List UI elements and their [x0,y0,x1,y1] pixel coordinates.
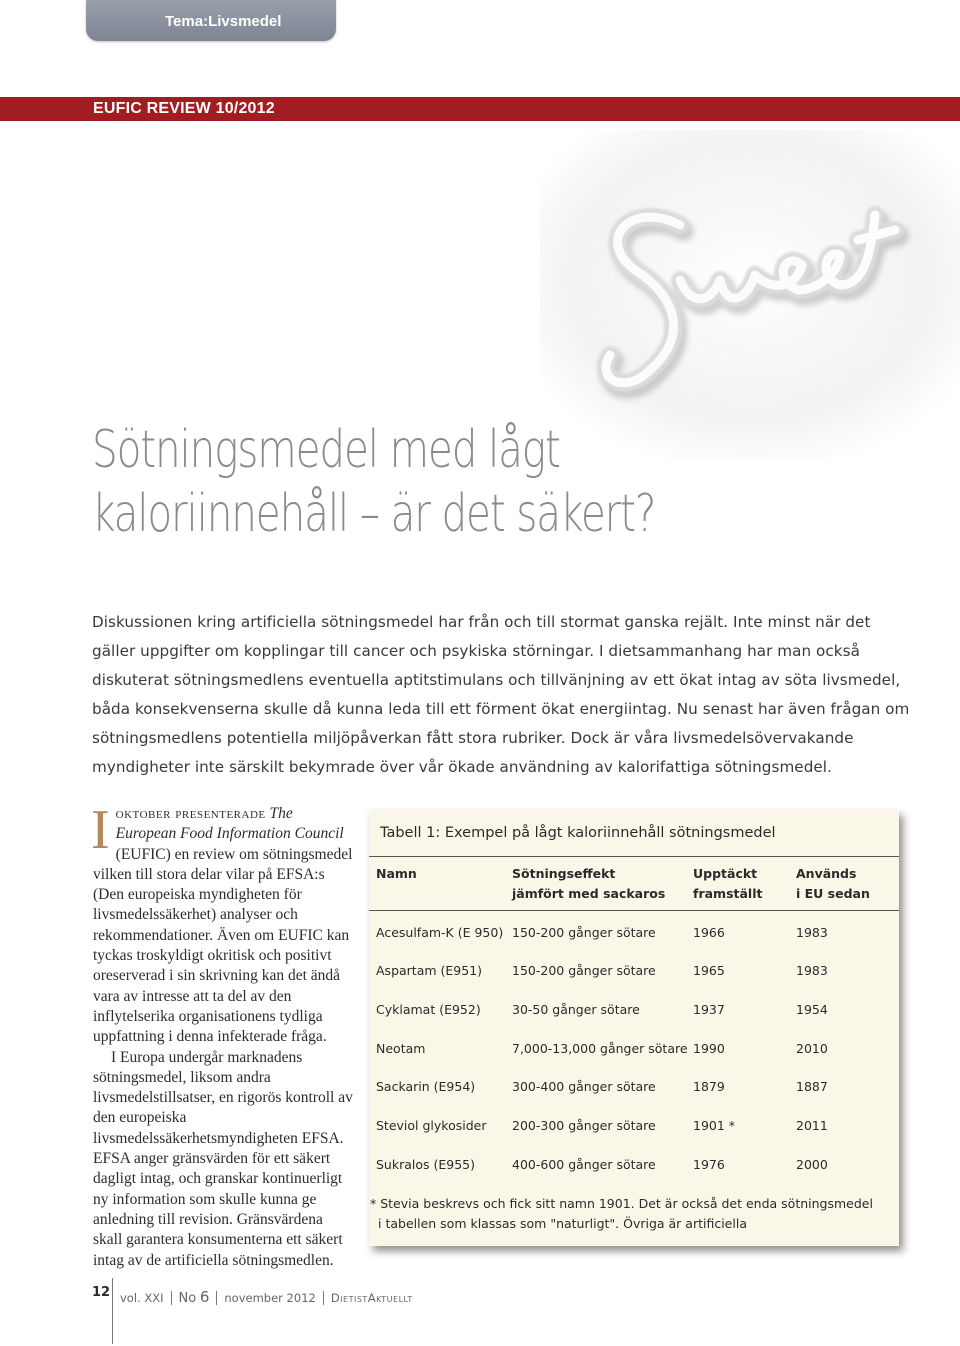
header-name-label: Namn [376,866,417,881]
sugar-sweet-image [540,130,960,460]
section-tag: Tema:Livsmedel [165,13,282,30]
cell-discovered: 1937 [693,1002,725,1017]
cell-used: 2010 [796,1041,828,1056]
cell-effect: 7,000-13,000 gånger sötare [512,1041,688,1056]
body-column [91,799,355,1271]
cell-discovered: 1990 [693,1041,725,1056]
cell-used: 1887 [796,1079,828,1094]
lead-in-smallcaps: oktober presenterade [115,805,266,822]
footer-sep [216,1291,217,1305]
headline-line-1: Sötningsmedel med lågt [92,420,560,480]
cell-discovered: 1879 [693,1079,725,1094]
page-number: 12 [92,1285,111,1300]
footer-publication: DietistAktuellt [330,1291,413,1305]
header-used-sublabel: i EU sedan [796,886,870,901]
cell-effect: 30-50 gånger sötare [512,1002,640,1017]
table-header-discovered [693,864,762,904]
headline [92,418,685,546]
cell-discovered: 1966 [693,925,725,940]
table-title: Tabell 1: Exempel på lågt kaloriinnehåll sötningsmedel [380,825,776,841]
banner-title: EUFIC REVIEW 10/2012 [93,100,275,117]
body-paragraph-2: I Europa undergår marknadens sötningsmedel, liksom andra livsmedelstillsatser, en rigorös kontroll av den europeiska livsmedelssäkerhetsmyndigheten EFSA. EFSA anger gränsvärden för ett säkert dagligt intag, och granskar kontinuerligt ny information som skulle kunna ge anledning till revision. Gränsvärdena skall garantera konsumenterna ett säkert intag av de artificiella sötningsmedlen. [93,1048,353,1269]
table-header-used [796,864,870,904]
header-discovered-label: Upptäckt [693,866,758,881]
table-header-effect [512,864,665,904]
header-discovered-sublabel: framställt [693,886,763,901]
cell-name: Sukralos (E955) [376,1157,476,1172]
cell-name: Neotam [376,1041,426,1056]
cell-name: Aspartam (E951) [376,963,483,978]
footer-divider [112,1278,113,1344]
footer-info [120,1288,413,1306]
organization-name: The European Food Information Council [115,805,344,843]
footer-date: november 2012 [224,1291,316,1305]
footer-sep [323,1291,324,1305]
cell-name: Sackarin (E954) [376,1079,476,1094]
table-header-rule [369,910,899,911]
cell-discovered: 1976 [693,1157,725,1172]
table-top-rule [369,856,899,857]
cell-name: Cyklamat (E952) [376,1002,481,1017]
cell-effect: 300-400 gånger sötare [512,1079,656,1094]
cell-discovered: 1901 * [693,1118,736,1133]
footer-volume: vol. XXI [120,1291,164,1305]
lede-paragraph: Diskussionen kring artificiella sötningsmedel har från och till stormat ganska rejält. Inte minst när det gäller uppgifter om kopplingar till cancer och psykiska störningar. I dietsammanhang har man också diskuterat sötningsmedlens eventuella aptitstimulans och tillvänjning av ett ökat intag av söta livsmedel, båda konsekvenserna skulle då kunna leda till ett förment ökat energiintag. Nu senast har även frågan om sötningsmedlens potentiella miljöpåverkan fått stora rubriker. Dock är våra livsmedelsövervakande myndigheter inte särskilt bekymrade över vår ökade användning av kalorifattiga sötningsmedel. [92,613,910,776]
body-paragraph-1-text: (EUFIC) en review om sötningsmedel vilken till stora delar vilar på EFSA:s (Den europeiska myndigheten för livsmedelssäkerhet) analyser och rekommendationer. Även om EUFIC kan tyckas troskyldigt okritisk och positivt oreserverad i sin skrivning kan det ändå vara av intresse att ta del av den inflytelserika organisationens tydliga uppfattning i denna infekterade fråga. [93,845,353,1046]
cell-discovered: 1965 [693,963,725,978]
footer-sep [171,1291,172,1305]
body-paragraph-1 [91,799,355,1048]
footer-no-label: No [178,1291,197,1306]
header-used-label: Används [796,866,857,881]
header-effect-sublabel: jämfört med sackaros [512,886,666,901]
header-effect-label: Sötningseffekt [512,866,616,881]
cell-effect: 150-200 gånger sötare [512,925,656,940]
footnote-line-2: i tabellen som klassas som "naturligt". Övriga är artificiella [378,1216,747,1231]
footer-issue: 6 [199,1288,210,1306]
cell-used: 1983 [796,925,828,940]
cell-used: 1983 [796,963,828,978]
cell-used: 2000 [796,1157,828,1172]
cell-used: 1954 [796,1002,828,1017]
headline-line-2: kaloriinnehåll – är det säkert? [92,484,656,544]
drop-cap: I [91,799,110,861]
table-header-name [376,864,417,884]
cell-effect: 200-300 gånger sötare [512,1118,656,1133]
cell-name: Steviol glykosider [376,1118,487,1133]
footnote-line-1: * Stevia beskrevs och fick sitt namn 1901. Det är också det enda sötningsmedel [370,1196,873,1211]
cell-used: 2011 [796,1118,828,1133]
cell-effect: 400-600 gånger sötare [512,1157,656,1172]
cell-effect: 150-200 gånger sötare [512,963,656,978]
cell-name: Acesulfam-K (E 950) [376,925,504,940]
table-footnote [370,1194,873,1234]
